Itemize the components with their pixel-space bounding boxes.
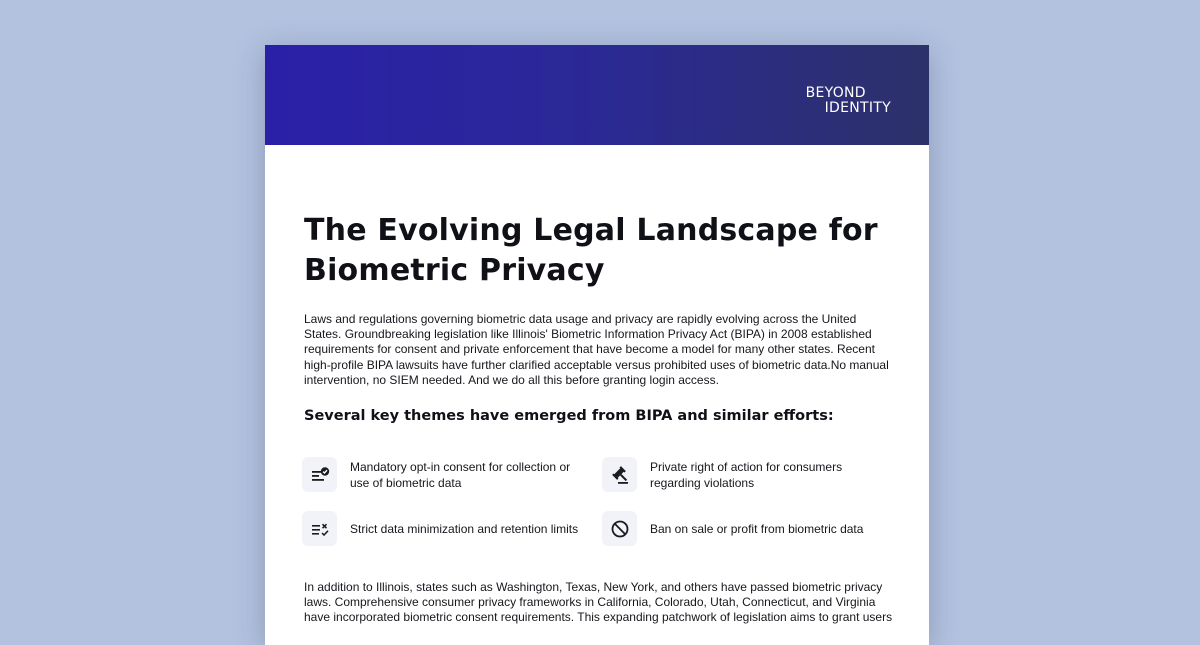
outro-paragraph: In addition to Illinois, states such as Washington, Texas, New York, and others have passed biometric privacy laws. Comprehensive consumer privacy frameworks in California, Colorado, Utah, Connecticut, and Virginia have incorporated biometric consent requirements. This expanding patchwork of legislation aims to grant users bbox=[304, 580, 893, 625]
list-x-icon bbox=[302, 511, 337, 546]
theme-item bbox=[602, 457, 870, 492]
theme-item bbox=[302, 511, 600, 546]
theme-text: Ban on sale or profit from biometric data bbox=[650, 521, 864, 536]
checklist-check-icon bbox=[302, 457, 337, 492]
brand-logo-line2: IDENTITY bbox=[824, 100, 891, 116]
theme-text: Mandatory opt-in consent for collection or use of biometric data bbox=[350, 459, 571, 490]
theme-text: Strict data minimization and retention limits bbox=[350, 521, 579, 536]
brand-logo bbox=[806, 86, 891, 116]
gavel-icon bbox=[602, 457, 637, 492]
document-page bbox=[265, 45, 929, 645]
themes-grid bbox=[302, 457, 902, 547]
brand-logo-line1: BEYOND bbox=[805, 85, 866, 101]
theme-item bbox=[302, 457, 590, 492]
document-title: The Evolving Legal Landscape for Biometric Privacy bbox=[304, 213, 878, 288]
theme-item bbox=[602, 511, 890, 546]
prohibited-icon bbox=[602, 511, 637, 546]
header-banner bbox=[265, 45, 929, 145]
theme-text: Private right of action for consumers regarding violations bbox=[650, 459, 843, 490]
themes-heading: Several key themes have emerged from BIPA and similar efforts: bbox=[304, 408, 834, 424]
intro-paragraph: Laws and regulations governing biometric data usage and privacy are rapidly evolving across the United States. Groundbreaking legislation like Illinois' Biometric Information Privacy Act (BIPA) in 2008 established requirements for consent and private enforcement that have become a model for many other states. Recent high-profile BIPA lawsuits have further clarified acceptable versus prohibited uses of biometric data.No manual intervention, no SIEM needed. And we do all this before granting login access. bbox=[304, 312, 889, 387]
